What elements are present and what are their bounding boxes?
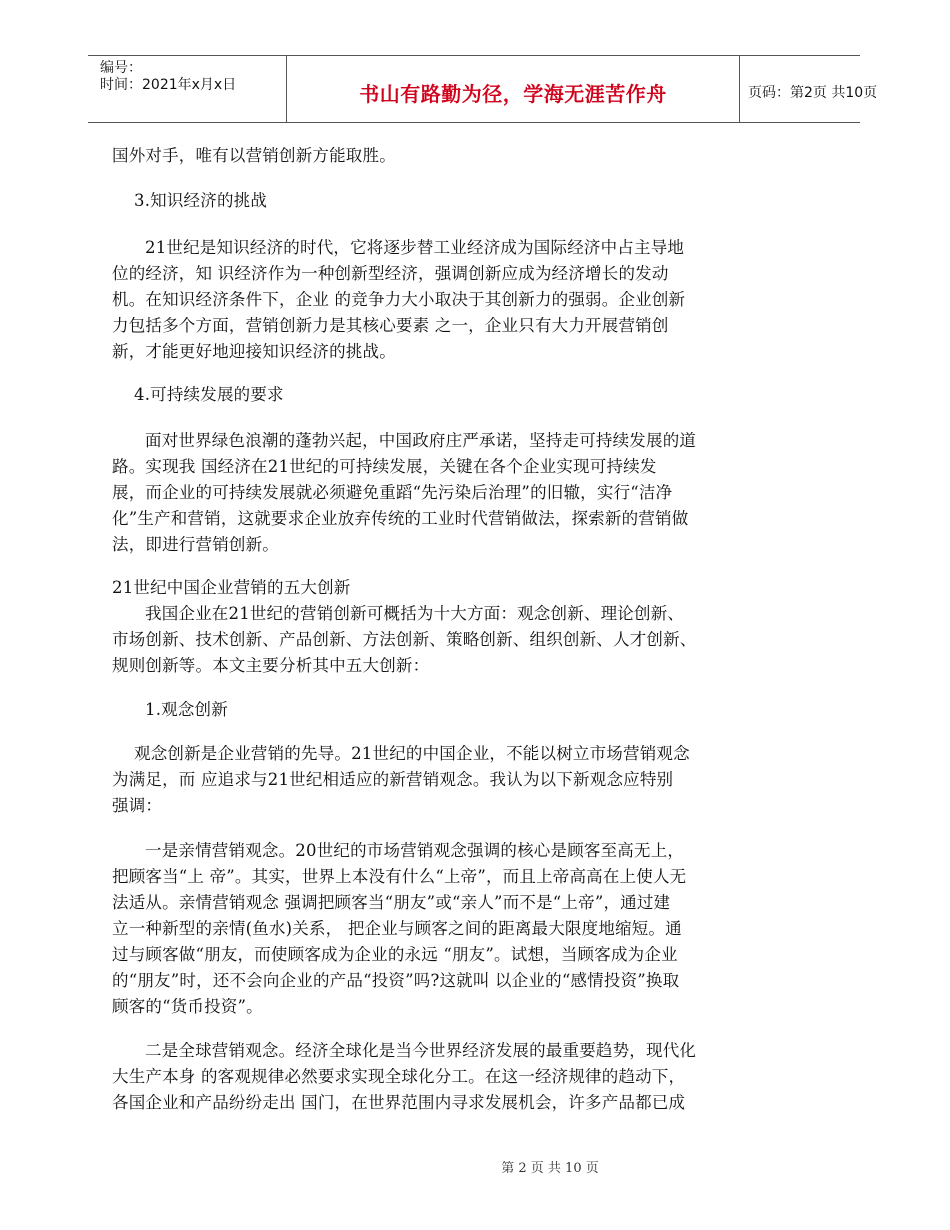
text-line: 规则创新等。本文主要分析其中五大创新： [112, 656, 430, 675]
page-info: 页码：第2页 共10页 [748, 85, 878, 101]
section-heading: 21世纪中国企业营销的五大创新 [112, 578, 351, 597]
section-heading: 4.可持续发展的要求 [134, 385, 284, 404]
text-line: 21世纪是知识经济的时代，它将逐步替工业经济成为国际经济中占主导地 [145, 238, 685, 257]
text-line: 展，而企业的可持续发展就必须避免重蹈“先污染后治理”的旧辙，实行“洁净 [112, 483, 673, 502]
time-label: 时间：2021年x月x日 [100, 77, 237, 93]
text-line: 新，才能更好地迎接知识经济的挑战。 [112, 342, 396, 361]
text-line: 面对世界绿色浪潮的蓬勃兴起，中国政府庄严承诺，坚持走可持续发展的道 [145, 431, 697, 450]
text-line: 强调： [112, 796, 163, 815]
text-line: 国外对手，唯有以营销创新方能取胜。 [112, 146, 396, 165]
text-line: 的“朋友”时，还不会向企业的产品“投资”吗?这就叫 以企业的“感情投资”换取 [112, 971, 680, 990]
text-line: 立一种新型的亲情(鱼水)关系， 把企业与顾客之间的距离最大限度地缩短。通 [112, 919, 682, 938]
page-header [88, 55, 878, 123]
text-line: 二是全球营销观念。经济全球化是当今世界经济发展的最重要趋势，现代化 [145, 1041, 697, 1060]
text-line: 顾客的“货币投资”。 [112, 997, 263, 1016]
section-heading: 1.观念创新 [145, 700, 228, 719]
section-heading: 3.知识经济的挑战 [134, 191, 268, 210]
header-motto-cell [286, 56, 740, 122]
header-page-cell [738, 56, 878, 122]
text-line: 观念创新是企业营销的先导。21世纪的中国企业，不能以树立市场营销观念 [134, 744, 690, 763]
text-line: 一是亲情营销观念。20世纪的市场营销观念强调的核心是顾客至高无上， [145, 841, 685, 860]
text-line: 机。在知识经济条件下，企业 的竞争力大小取决于其创新力的强弱。企业创新 [112, 290, 686, 309]
text-line: 把顾客当“上 帝”。其实，世界上本没有什么“上帝”，而且上帝高高在上使人无 [112, 867, 687, 886]
text-line: 力包括多个方面，营销创新力是其核心要素 之一，企业只有大力开展营销创 [112, 316, 669, 335]
text-line: 市场创新、技术创新、产品创新、方法创新、策略创新、组织创新、人才创新、 [112, 630, 697, 649]
text-line: 大生产本身 的客观规律必然要求实现全球化分工。在这一经济规律的趋动下， [112, 1067, 686, 1086]
number-label: 编号： [100, 60, 142, 76]
text-line: 法，即进行营销创新。 [112, 535, 279, 554]
footer-page-number: 第 2 页 共 10 页 [501, 1161, 599, 1176]
page-footer [0, 1157, 950, 1176]
text-line: 各国企业和产品纷纷走出 国门，在世界范围内寻求发展机会，许多产品都已成 [112, 1093, 686, 1112]
text-line: 为满足，而 应追求与21世纪相适应的新营销观念。我认为以下新观念应特别 [112, 770, 674, 789]
motto-text: 书山有路勤为径，学海无涯苦作舟 [359, 82, 667, 106]
text-line: 路。实现我 国经济在21世纪的可持续发展，关键在各个企业实现可持续发 [112, 457, 657, 476]
text-line: 法适从。亲情营销观念 强调把顾客当“朋友”或“亲人”而不是“上帝”，通过建 [112, 893, 671, 912]
text-line: 位的经济，知 识经济作为一种创新型经济，强调创新应成为经济增长的发动 [112, 264, 669, 283]
text-line: 化”生产和营销，这就要求企业放弃传统的工业时代营销做法，探索新的营销做 [112, 509, 689, 528]
text-line: 过与顾客做“朋友，而使顾客成为企业的永远 “朋友”。试想，当顾客成为企业 [112, 945, 678, 964]
text-line: 我国企业在21世纪的营销创新可概括为十大方面：观念创新、理论创新、 [145, 604, 685, 623]
header-meta-cell [88, 56, 286, 122]
